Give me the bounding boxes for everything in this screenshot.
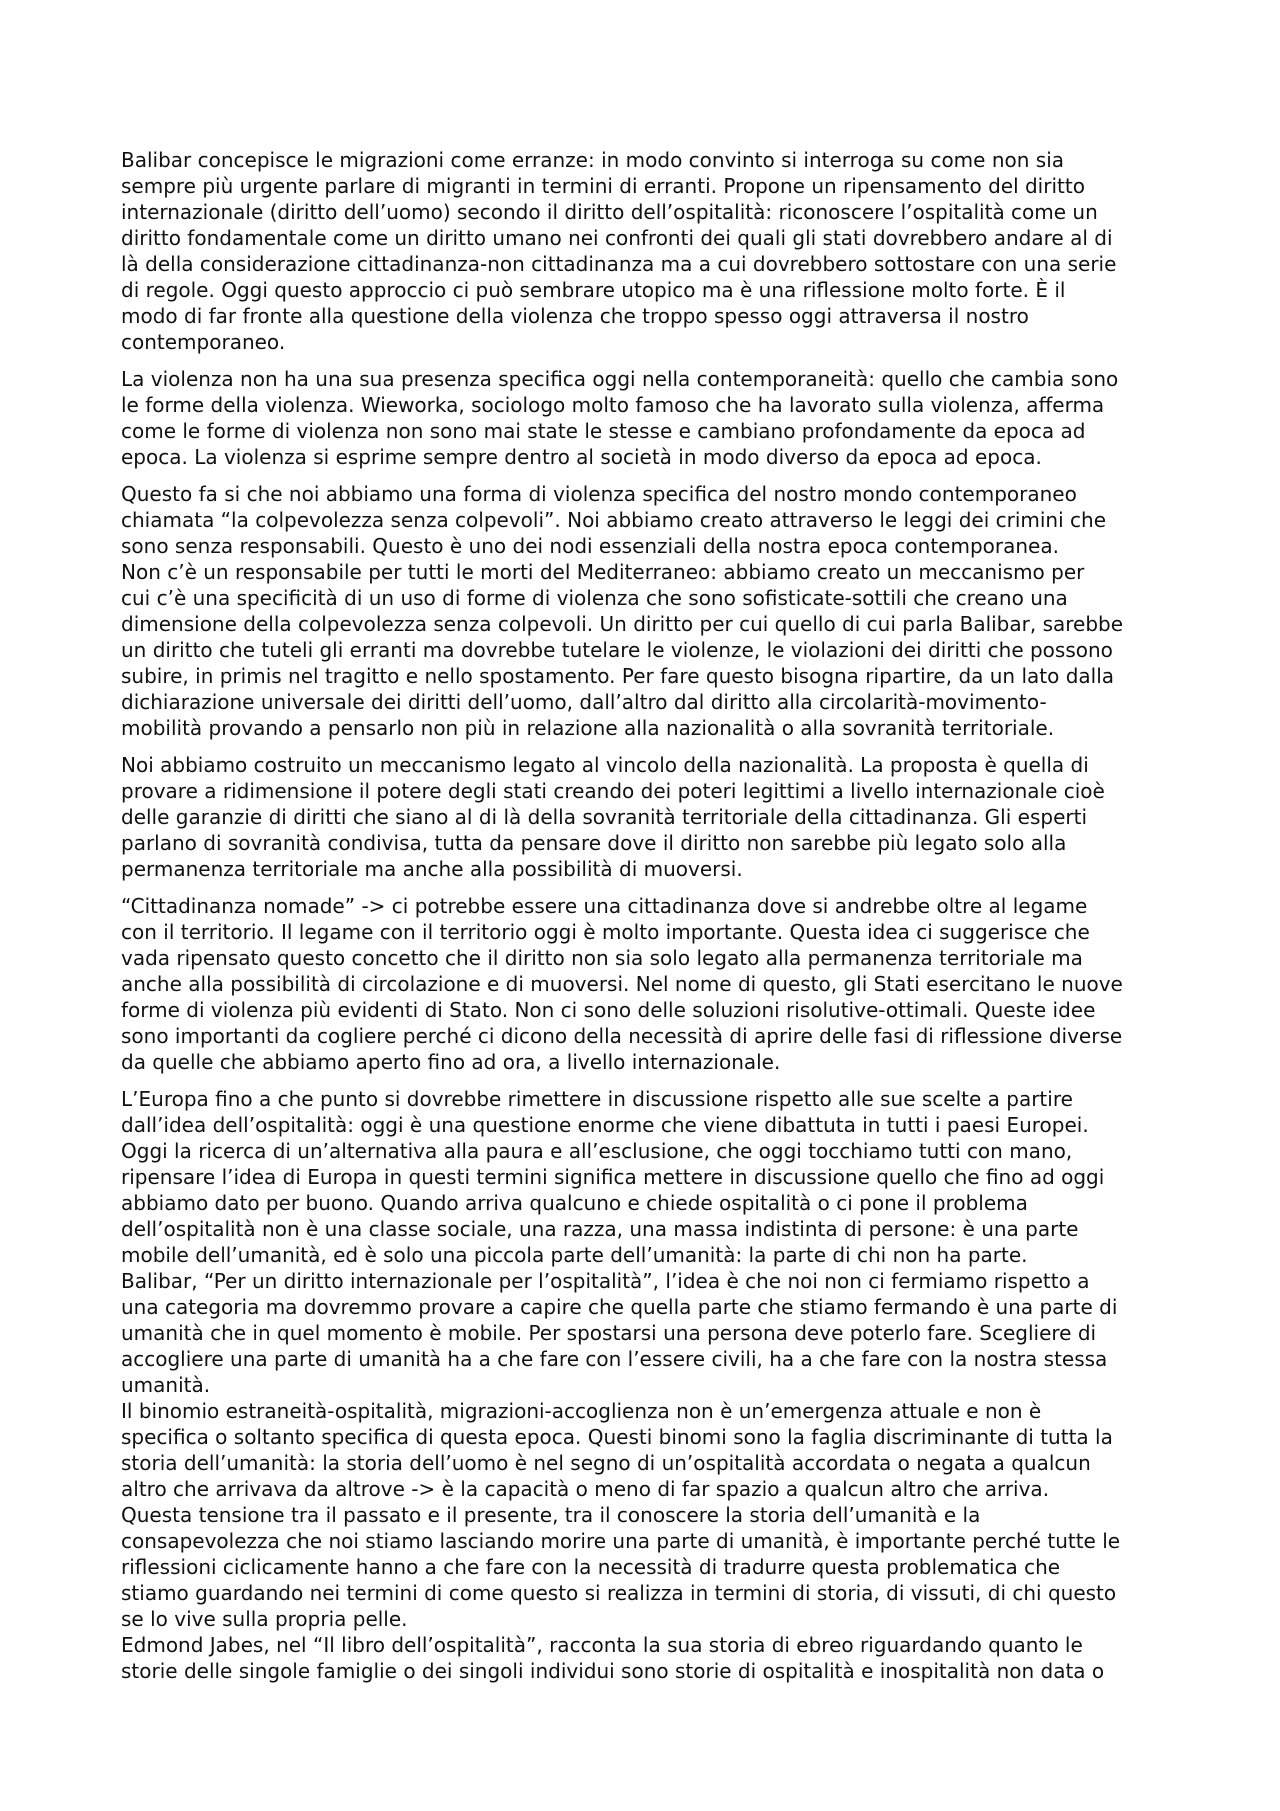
text-line: umanità che in quel momento è mobile. Per spostarsi una persona deve poterlo fare. Scegliere di [121,1321,1097,1345]
text-line: sono importanti da cogliere perché ci dicono della necessità di aprire delle fasi di riflessione diverse [121,1024,1123,1048]
text-line: di regole. Oggi questo approccio ci può sembrare utopico ma è una riflessione molto forte. È il [121,278,1066,302]
paragraph-6 [121,1086,1171,1684]
text-line: ripensare l’idea di Europa in questi termini significa mettere in discussione quello che fino ad oggi [121,1165,1105,1189]
text-line: forme di violenza più evidenti di Stato. Non ci sono delle soluzioni risolutive-ottimali. Queste idee [121,998,1096,1022]
text-line: dall’idea dell’ospitalità: oggi è una questione enorme che viene dibattuta in tutti i paesi Europei. [121,1113,1089,1137]
text-line: dichiarazione universale dei diritti dell’uomo, dall’altro dal diritto alla circolarità-movimento- [121,690,1047,714]
text-line: stiamo guardando nei termini di come questo si realizza in termini di storia, di vissuti, di chi questo [121,1581,1117,1605]
text-line: là della considerazione cittadinanza-non cittadinanza ma a cui dovrebbero sottostare con una serie [121,252,1117,276]
document-page [121,147,1171,1695]
text-line: dell’ospitalità non è una classe sociale, una razza, una massa indistinta di persone: è una parte [121,1217,1079,1241]
text-line: storia dell’umanità: la storia dell’uomo è nel segno di un’ospitalità accordata o negata a qualcun [121,1451,1091,1475]
text-line: riflessioni ciclicamente hanno a che fare con la necessità di tradurre questa problematica che [121,1555,1061,1579]
text-line: storie delle singole famiglie o dei singoli individui sono storie di ospitalità e inospitalità non data o [121,1659,1105,1683]
paragraph-3 [121,481,1171,741]
text-line: Questa tensione tra il passato e il presente, tra il conoscere la storia dell’umanità e la [121,1503,981,1527]
text-line: anche alla possibilità di circolazione e di muoversi. Nel nome di questo, gli Stati esercitano le nuove [121,972,1123,996]
text-line: contemporaneo. [121,330,286,354]
text-line: vada ripensato questo concetto che il diritto non sia solo legato alla permanenza territoriale ma [121,946,1083,970]
text-line: La violenza non ha una sua presenza specifica oggi nella contemporaneità: quello che cambia sono [121,367,1119,391]
text-line: Non c’è un responsabile per tutti le morti del Mediterraneo: abbiamo creato un meccanismo per [121,560,1085,584]
text-line: provare a ridimensione il potere degli stati creando dei poteri legittimi a livello internazionale cioè [121,779,1105,803]
text-line: “Cittadinanza nomade” -> ci potrebbe essere una cittadinanza dove si andrebbe oltre al legame [121,894,1088,918]
text-line: abbiamo dato per buono. Quando arriva qualcuno e chiede ospitalità o ci pone il problema [121,1191,1028,1215]
text-line: Edmond Jabes, nel “Il libro dell’ospitalità”, racconta la sua storia di ebreo riguardando quanto le [121,1633,1083,1657]
text-line: se lo vive sulla propria pelle. [121,1607,408,1631]
text-line: Balibar, “Per un diritto internazionale per l’ospitalità”, l’idea è che noi non ci fermiamo rispetto a [121,1269,1090,1293]
text-line: delle garanzie di diritti che siano al di là della sovranità territoriale della cittadinanza. Gli esperti [121,805,1087,829]
text-line: umanità. [121,1373,211,1397]
text-line: una categoria ma dovremmo provare a capire che quella parte che stiamo fermando è una parte di [121,1295,1118,1319]
text-line: da quelle che abbiamo aperto fino ad ora, a livello internazionale. [121,1050,781,1074]
text-line: chiamata “la colpevolezza senza colpevoli”. Noi abbiamo creato attraverso le leggi dei crimini che [121,508,1106,532]
text-line: un diritto che tuteli gli erranti ma dovrebbe tutelare le violenze, le violazioni dei diritti che possono [121,638,1113,662]
text-line: accogliere una parte di umanità ha a che fare con l’essere civili, ha a che fare con la nostra stessa [121,1347,1108,1371]
text-line: mobilità provando a pensarlo non più in relazione alla nazionalità o alla sovranità territoriale. [121,716,1055,740]
paragraph-5 [121,893,1171,1075]
text-line: Noi abbiamo costruito un meccanismo legato al vincolo della nazionalità. La proposta è quella di [121,753,1089,777]
text-line: epoca. La violenza si esprime sempre dentro al società in modo diverso da epoca ad epoca. [121,445,1042,469]
text-line: specifica o soltanto specifica di questa epoca. Questi binomi sono la faglia discriminante di tutta la [121,1425,1113,1449]
text-line: modo di far fronte alla questione della violenza che troppo spesso oggi attraversa il nostro [121,304,1029,328]
text-line: cui c’è una specificità di un uso di forme di violenza che sono sofisticate-sottili che creano una [121,586,1068,610]
text-line: diritto fondamentale come un diritto umano nei confronti dei quali gli stati dovrebbero andare al di [121,226,1113,250]
text-line: internazionale (diritto dell’uomo) secondo il diritto dell’ospitalità: riconoscere l’ospitalità come un [121,200,1098,224]
text-line: Il binomio estraneità-ospitalità, migrazioni-accoglienza non è un’emergenza attuale e non è [121,1399,1042,1423]
text-line: subire, in primis nel tragitto e nello spostamento. Per fare questo bisogna ripartire, da un lato dalla [121,664,1115,688]
text-line: Balibar concepisce le migrazioni come erranze: in modo convinto si interroga su come non sia [121,148,1065,172]
paragraph-1 [121,147,1171,355]
text-line: Questo fa si che noi abbiamo una forma di violenza specifica del nostro mondo contemporaneo [121,482,1077,506]
text-line: Oggi la ricerca di un’alternativa alla paura e all’esclusione, che oggi tocchiamo tutti con mano, [121,1139,1073,1163]
text-line: altro che arrivava da altrove -> è la capacità o meno di far spazio a qualcun altro che arriva. [121,1477,1050,1501]
text-line: consapevolezza che noi stiamo lasciando morire una parte di umanità, è importante perché tutte le [121,1529,1121,1553]
text-line: dimensione della colpevolezza senza colpevoli. Un diritto per cui quello di cui parla Balibar, sarebbe [121,612,1124,636]
text-line: le forme della violenza. Wieworka, sociologo molto famoso che ha lavorato sulla violenza, afferma [121,393,1105,417]
text-line: parlano di sovranità condivisa, tutta da pensare dove il diritto non sarebbe più legato solo alla [121,831,1067,855]
paragraph-4 [121,752,1171,882]
text-line: sempre più urgente parlare di migranti in termini di erranti. Propone un ripensamento del diritto [121,174,1085,198]
text-line: permanenza territoriale ma anche alla possibilità di muoversi. [121,857,743,881]
text-line: mobile dell’umanità, ed è solo una piccola parte dell’umanità: la parte di chi non ha parte. [121,1243,1028,1267]
paragraph-2 [121,366,1171,470]
text-line: L’Europa fino a che punto si dovrebbe rimettere in discussione rispetto alle sue scelte a partire [121,1087,1073,1111]
text-line: come le forme di violenza non sono mai state le stesse e cambiano profondamente da epoca ad [121,419,1086,443]
text-line: con il territorio. Il legame con il territorio oggi è molto importante. Questa idea ci suggerisce che [121,920,1090,944]
text-line: sono senza responsabili. Questo è uno dei nodi essenziali della nostra epoca contemporanea. [121,534,1059,558]
